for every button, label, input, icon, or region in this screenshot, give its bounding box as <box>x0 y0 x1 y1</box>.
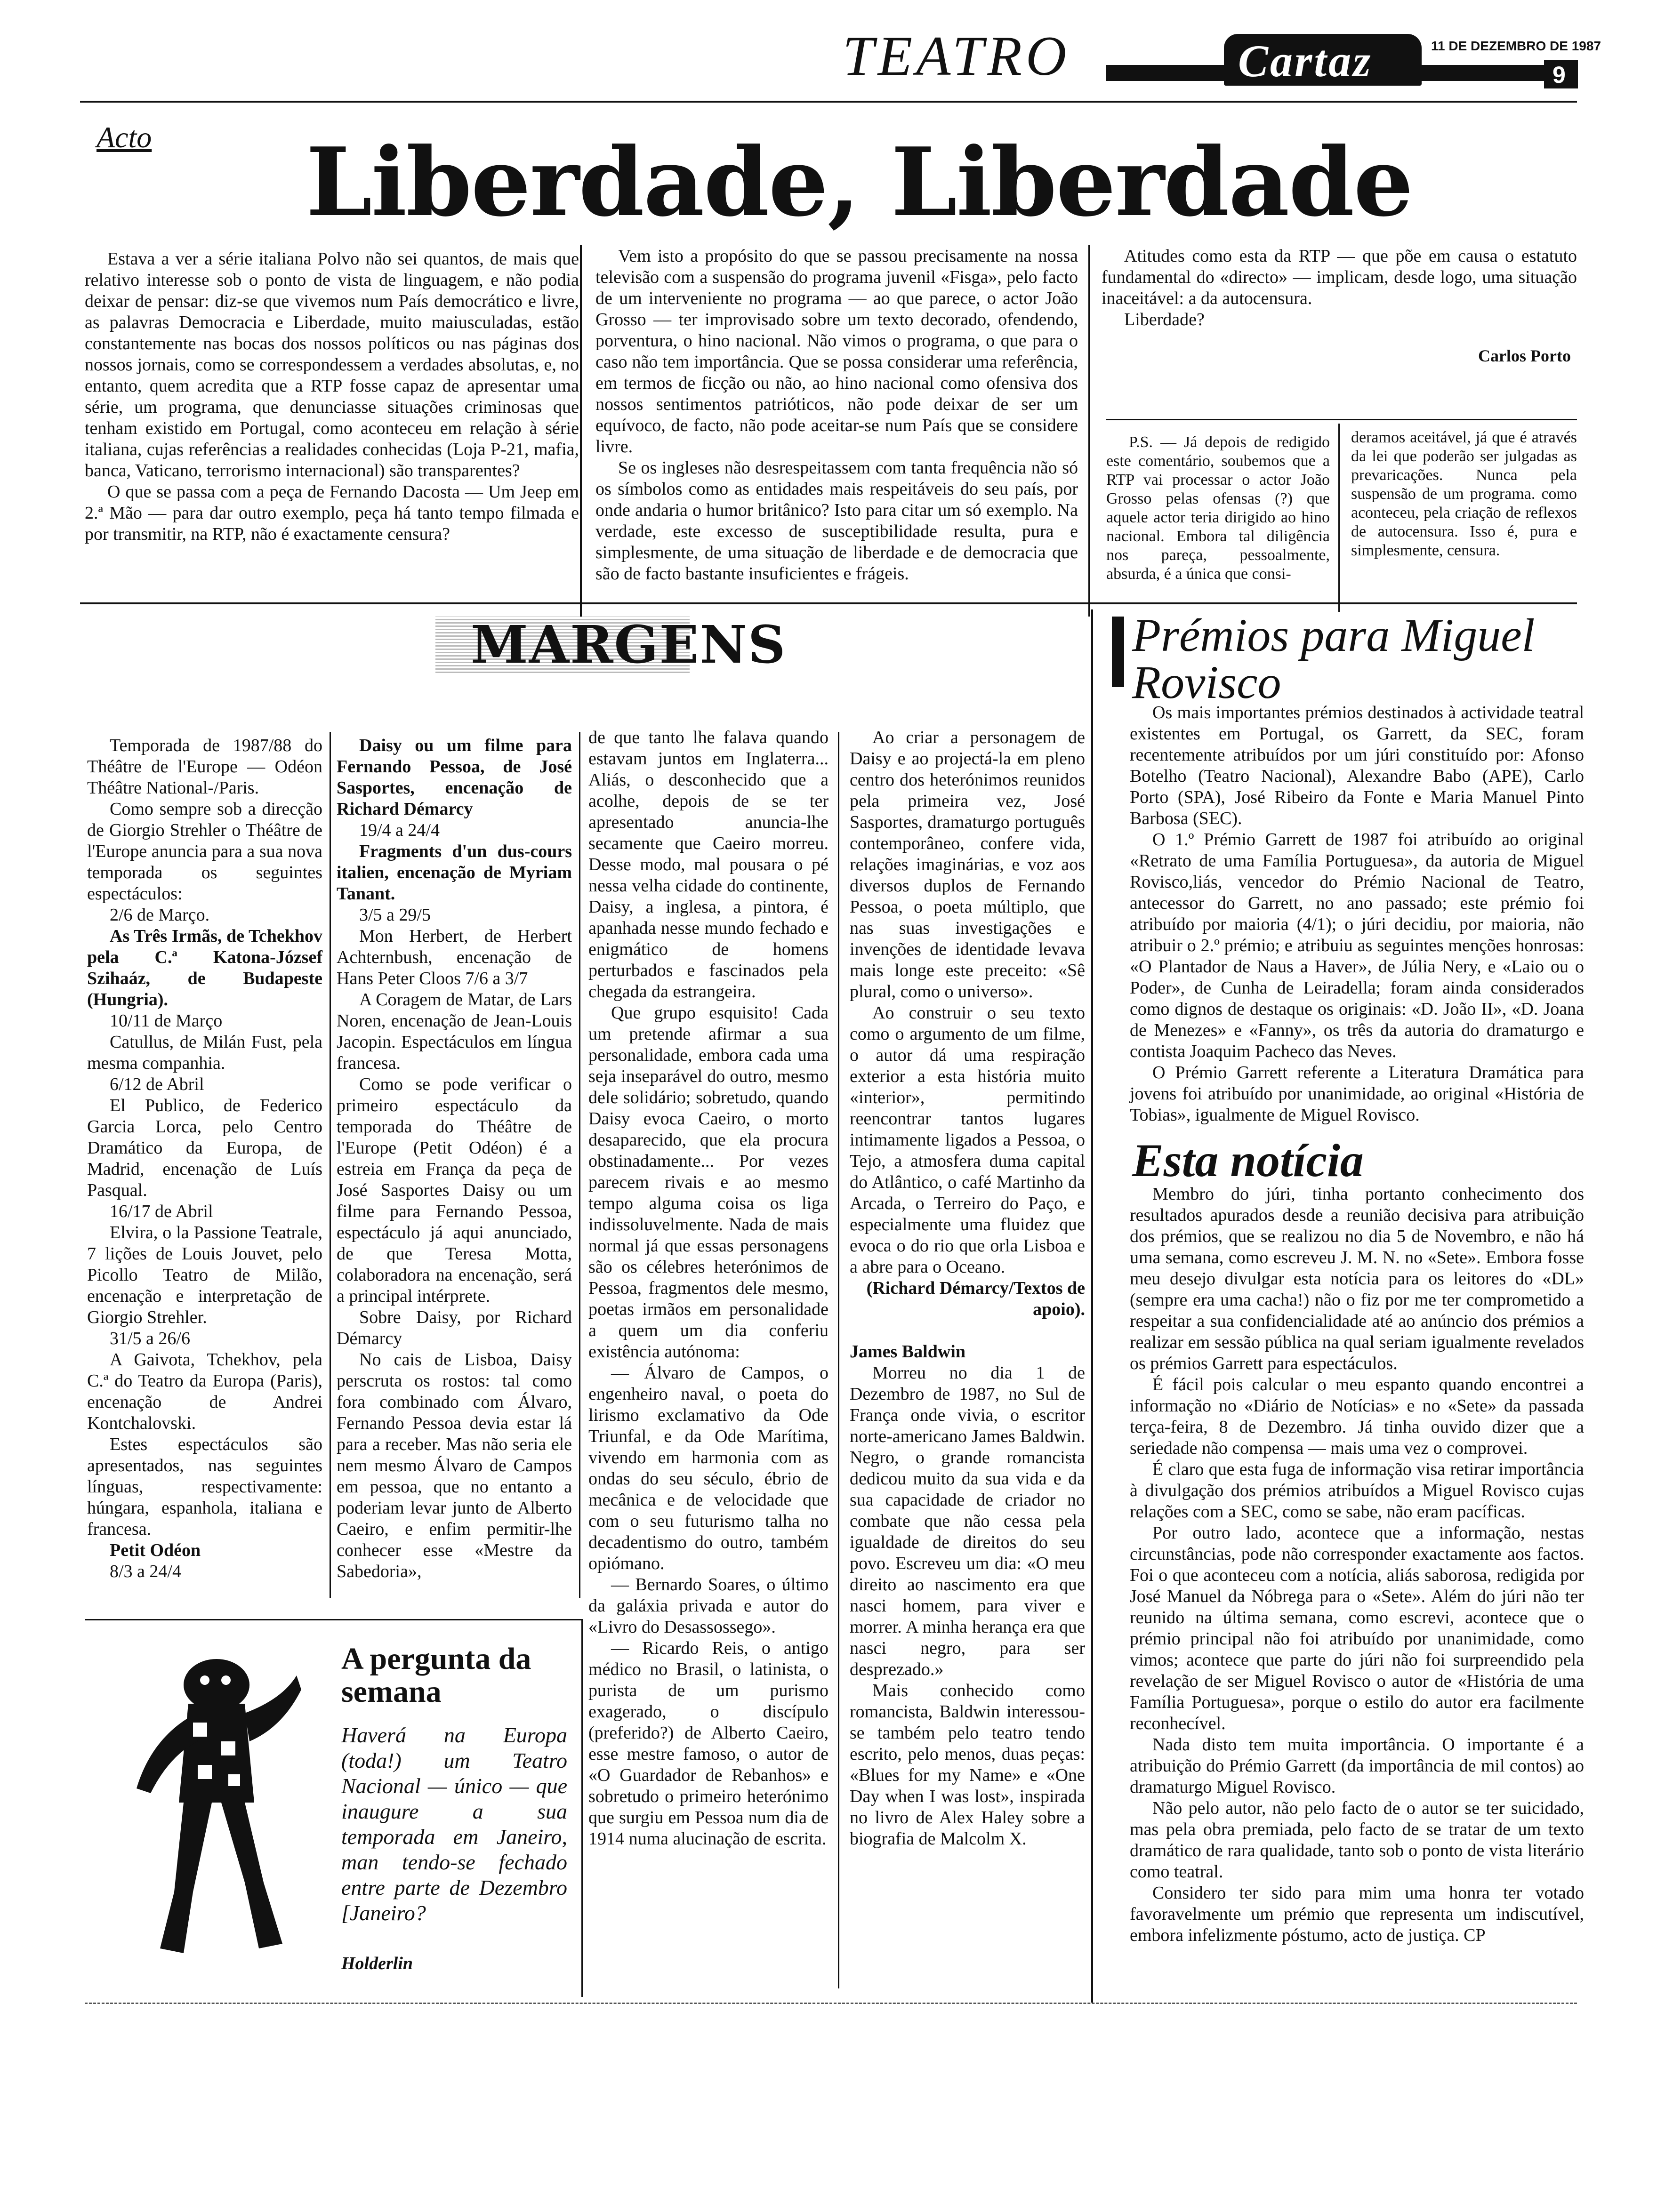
paragraph: Como se pode verificar o primeiro espectáculo da temporada do Théâtre de l'Europe (Petit Odéon) é a estreia em França da peça de José Sasportes Daisy ou um filme para Fernando Pessoa, espectáculo já aqui anunciado, de que Teresa Motta, colaboradora na encenação, será a principal intérprete. <box>337 1074 572 1306</box>
paragraph: Não pelo autor, não pelo facto de o autor se ter suicidado, mas pela obra premiada, pelo facto de se tratar de um texto dramático de rara qualidade, tanto sob o ponto de vista literário como teatral. <box>1130 1798 1584 1882</box>
header-rule <box>80 101 1577 103</box>
date-line: 31/5 a 26/6 <box>110 1329 190 1348</box>
date-line: 6/12 de Abril <box>110 1074 204 1094</box>
ps-rule <box>1106 419 1577 420</box>
date-line: 16/17 de Abril <box>110 1202 213 1221</box>
paragraph: Membro do júri, tinha portanto conhecimento dos resultados apurados desde a reunião decisiva para atribuição dos prémios, que se realizou no dia 5 de Novembro, e não há uma semana, como escreveu J. M. N. no «Sete». Embora fosse meu desejo divulgar esta notícia para os leitores do «DL» (sempre era uma cacha!) não o fiz por me ter comprometido a respeitar a sua confidencialidade até ao anúncio dos prémios a realizar em sessão pública na qual seriam igualmente revelados os prémios Garrett para espectáculos. <box>1130 1184 1584 1373</box>
ps-column-right <box>1351 428 1577 560</box>
ps-text: P.S. — Já depois de redigido este comentário, soubemos que a RTP vai processar o actor João Grosso pelas ofensas (?) que aquele actor teria dirigido ao hino nacional. Embora tal diligência nos pareça, pessoalmente, absurda, é a única que consi- <box>1106 433 1330 583</box>
paragraph: Estes espectáculos são apresentados, nas seguintes línguas, respectivamente: húngara, espanhola, italiana e francesa. <box>87 1435 322 1539</box>
acto-column-1 <box>85 248 579 545</box>
paragraph: — Ricardo Reis, o antigo médico no Brasil, o latinista, o purista de um purismo exagerado, o discípulo (preferido?) de Alberto Caeiro, esse mestre famoso, o autor de «O Guardador de Rebanhos» e sobretudo o primeiro heterónimo que surgiu em Pessoa num dia de 1914 numa alucinação de escrita. <box>588 1638 828 1849</box>
column-rule <box>838 732 839 1988</box>
paragraph: Estava a ver a série italiana Polvo não sei quantos, de mais que relativo interesse sob o ponto de vista de linguagem, e não podia deixar de pensar: diz-se que vivemos num País democrático e livre, as palavras Democracia e Liberdade, muito maiusculadas, estão constantemente nas bocas dos nossos políticos ou nas páginas dos nossos jornais, como se correspondessem a verdades absolutas, e, no entanto, quem acredita que a RTP fosse capaz de apresentar uma série, um programa, que denunciasse situações criminosas que tenham existido em Portugal, como aconteceu em relação à série italiana, cujas referências a realidades conhecidas (Loja P-21, mafia, banca, Vaticano, terrorismo internacional) são transparentes? <box>85 249 579 481</box>
paragraph: As Três Irmãs, de Tchekhov pela C.ª Katona-József Szihaáz, de Budapeste (Hungria). <box>87 926 322 1010</box>
paragraph: Atitudes como esta da RTP — que põe em causa o estatuto fundamental do «directo» — implicam, desde logo, uma situação inaceitável: a da autocensura. <box>1102 246 1577 308</box>
date-line: 8/3 a 24/4 <box>110 1562 181 1581</box>
paragraph: Considero ter sido para mim uma honra ter votado favoravelmente um prémio que representa um indiscutível, embora infelizmente póstumo, acto de justiça. CP <box>1130 1883 1584 1945</box>
paragraph: Liberdade? <box>1124 310 1205 329</box>
paragraph: É claro que esta fuga de informação visa retirar importância à divulgação dos prémios atribuídos a Miguel Rovisco cujas relações com a SEC, como se sabe, não eram pacíficas. <box>1130 1459 1584 1522</box>
paragraph: Daisy ou um filme para Fernando Pessoa, de José Sasportes, encenação de Richard Démarcy <box>337 736 572 819</box>
paragraph: Mon Herbert, de Herbert Achternbush, encenação de Hans Peter Cloos 7/6 a 3/7 <box>337 926 572 988</box>
premios-body <box>1130 702 1584 1126</box>
paragraph: Elvira, o la Passione Teatrale, 7 lições de Louis Jouvet, pelo Picollo Teatro de Milão, encenação e interpretação de Giorgio Strehler. <box>87 1223 322 1327</box>
paragraph: No cais de Lisboa, Daisy perscruta os rostos: tal como fora combinado com Álvaro, Fernando Pessoa devia estar lá para a receber. Mas não seria ele nem mesmo Álvaro de Campos em pessoa, que no entanto a poderiam levar junto de Alberto Caeiro, e enfim permitir-lhe conhecer esse «Mestre da Sabedoria», <box>337 1350 572 1581</box>
issue-date: 11 DE DEZEMBRO DE 1987 <box>1431 39 1601 53</box>
margens-column-3 <box>588 727 828 1850</box>
paragraph: de que tanto lhe falava quando estavam juntos em Inglaterra... Aliás, o desconhecido que a acolhe, depois de se ter apresentado anuncia-lhe secamente que Caeiro morreu. Desse modo, mal pousara o pé nessa velha cidade do continente, Daisy, a inglesa, a pintora, é apanhada nesse mundo fechado e enigmático de homens perturbados e fascinados pela chegada da estrangeira. <box>588 728 828 1002</box>
ps-text: deramos aceitável, já que é através da lei que poderão ser julgadas as prevaricações. Nunca pela suspensão de um programa. como aconteceu, pela criação de reflexos de autocensura. Isso é, pura e simplesmente, censura. <box>1351 429 1577 559</box>
date-line: 19/4 a 24/4 <box>359 820 440 840</box>
paragraph: Fragments d'un dus-cours italien, encenação de Myriam Tanant. <box>337 842 572 904</box>
paragraph: El Publico, de Federico Garcia Lorca, pelo Centro Dramático da Europa, de Madrid, encenação de Luís Pasqual. <box>87 1096 322 1200</box>
paragraph: Sobre Daisy, por Richard Démarcy <box>337 1307 572 1348</box>
date-line: 3/5 a 29/5 <box>359 905 431 925</box>
paragraph: Vem isto a propósito do que se passou precisamente na nossa televisão com a suspensão do programa juvenil «Fisga», pelo facto de um interveniente no programa — ao que parece, o actor João Grosso — ter improvisado sobre um texto decorado, ofendendo, porventura, o hino nacional. Não vimos o programa, o que para o caso não tem importância. Que se possa considerar uma referência, em termos de ficção ou não, ao hino nacional como ofensiva dos nossos sentimentos patrióticos, não pode deixar de ser um equívoco, de facto, não pode aceitar-se num País que se considere livre. <box>595 246 1078 457</box>
paragraph: Morreu no dia 1 de Dezembro de 1987, no Sul de França onde vivia, o escritor norte-americano James Baldwin. Negro, o grande romancista dedicou muito da sua vida e da sua capacidade de criador no combate que não cessa pela igualdade de direitos do seu povo. Escreveu um dia: «O meu direito ao nascimento era que nasci homem, para viver e morrer. A minha herança era que nasci negro, para ser desprezado.» <box>850 1363 1085 1679</box>
pergunta-title: A pergunta da semana <box>341 1642 531 1709</box>
bottom-cut-line <box>85 2003 1577 2004</box>
paragraph: O 1.º Prémio Garrett de 1987 foi atribuído ao original «Retrato de uma Família Portuguesa», da autoria de Miguel Rovisco,liás, vencedor do Prémio Nacional de Teatro, antecessor do Garrett, no ano passado; este prémio foi atribuído por maioria (4/1); o júri decidiu, por maioria, não atribuir o 2.º prémio; e atribuiu as seguintes menções honrosas: «O Plantador de Naus a Haver», de Júlia Nery, e «Laio ou o Poder», de Cunha de Leiradella; foram ainda considerados como dignos de destaque os originais: «D. João II», «D. Joana de Menezes» e «Fanny», os três da autoria do dramaturgo e contista Joaquim Pacheco das Neves. <box>1130 830 1584 1061</box>
jester-figure-illustration <box>104 1647 301 1977</box>
brand-logo <box>1224 34 1422 86</box>
margens-column-4 <box>850 727 1085 1850</box>
margens-column-2 <box>337 735 572 1582</box>
paragraph: Nada disto tem muita importância. O importante é a atribuição do Prémio Garrett (da importância de mil contos) ao dramaturgo Miguel Rovisco. <box>1130 1735 1584 1797</box>
paragraph: Mais conhecido como romancista, Baldwin interessou-se também pelo teatro tendo escrito, pelo menos, duas peças: «Blues for my Name» e «One Day when I was lost», inspirada no livro de Alex Haley sobre a biografia de Malcolm X. <box>850 1681 1085 1849</box>
paragraph: A Gaivota, Tchekhov, pela C.ª do Teatro da Europa (Paris), encenação de Andrei Kontchalovski. <box>87 1350 322 1433</box>
paragraph: Os mais importantes prémios destinados à actividade teatral existentes em Portugal, os Garrett, da SEC, foram recentemente atribuídos por um júri constituído por: Afonso Botelho (Teatro Nacional), Alexandre Babo (APE), Carlo Porto (SPA), José Ribeiro da Fonte e Maria Manuel Pinto Barbosa (SEC). <box>1130 703 1584 828</box>
column-rule <box>579 732 580 1598</box>
paragraph: A Coragem de Matar, de Lars Noren, encenação de Jean-Louis Jacopin. Espectáculos em língua francesa. <box>337 990 572 1073</box>
margens-title: MARGENS <box>471 614 787 675</box>
column-rule <box>1338 424 1340 612</box>
section-rule <box>80 602 1577 604</box>
column-rule <box>330 732 331 1598</box>
headline: Liberdade, Liberdade <box>306 127 1413 238</box>
page-number: 9 <box>1552 62 1566 88</box>
paragraph: Temporada de 1987/88 do Théâtre de l'Europe — Odéon Théâtre National-/Paris. <box>87 736 322 798</box>
acto-column-3 <box>1102 246 1577 330</box>
date-line: 10/11 de Março <box>110 1011 223 1031</box>
section-title: TEATRO <box>843 24 1070 87</box>
column-rule <box>1088 245 1090 617</box>
credit-line: (Richard Démarcy/Textos de apoio). <box>866 1278 1085 1319</box>
acto-column-2 <box>595 246 1078 585</box>
margens-column-1 <box>87 735 322 1582</box>
kicker: Acto <box>97 120 152 154</box>
esta-noticia-title: Esta notícia <box>1132 1134 1364 1186</box>
column-rule <box>580 245 582 617</box>
paragraph: Ao criar a personagem de Daisy e ao projectá-la em pleno centro dos heterónimos reunidos pela primeira vez, José Sasportes, dramaturgo português contemporâneo, confere vida, relações imaginárias, e voz aos diversos duplos de Fernando Pessoa, o poeta múltiplo, que nas suas investigações e invenções de identidade levava mais longe este preceito: «Sê plural, como o universo». <box>850 728 1085 1002</box>
paragraph: Por outro lado, acontece que a informação, nestas circunstâncias, pode não corresponder exactamente aos factos. Foi o que aconteceu com a notícia, aliás saborosa, redigida por José Manuel da Nóbrega para o «Sete». Além do júri não ter reunido na última semana, como escrevi, acontece que o prémio principal não foi atribuído por unanimidade, como vimos; acontece que parte do júri não foi surpreendido pela revelação de ser Miguel Rovisco o autor de «História de uma Família Portuguesa», porque o estilo do autor era facilmente reconhecível. <box>1130 1523 1584 1733</box>
venue-line: Petit Odéon <box>110 1540 201 1560</box>
pergunta-author: Holderlin <box>341 1954 413 1973</box>
column-rule <box>1091 609 1093 2003</box>
subhead: James Baldwin <box>850 1342 965 1362</box>
premios-marker-bar <box>1112 617 1124 687</box>
paragraph: Como sempre sob a direcção de Giorgio Strehler o Théâtre de l'Europe anuncia para a sua nova temporada os seguintes espectáculos: <box>87 799 322 904</box>
paragraph: Catullus, de Milán Fust, pela mesma companhia. <box>87 1032 322 1073</box>
date-line: 2/6 de Março. <box>110 905 210 925</box>
paragraph: É fácil pois calcular o meu espanto quando encontrei a informação no «Diário de Notícias» e no «Sete» da passada terça-feira, 8 de Dezembro. Já tinha ouvido dizer que a seriedade não compensa — mais uma vez o comprovei. <box>1130 1375 1584 1458</box>
paragraph: — Bernardo Soares, o último da galáxia privada e autor do «Livro do Desassossego». <box>588 1575 828 1637</box>
pergunta-text: Haverá na Europa (toda!) um Teatro Nacional — único — que inaugure a sua temporada em Janeiro, man tendo-se fechado entre parte de Dezembro [Janeiro? <box>341 1723 567 1925</box>
ps-column-left <box>1106 433 1330 584</box>
premios-title: Prémios para Miguel Rovisco <box>1132 609 1535 708</box>
paragraph: Se os ingleses não desrespeitassem com tanta frequência não só os símbolos como as entidades mais respeitáveis do seu país, por onde andaria o humor britânico? Isto para citar um só exemplo. Na verdade, este excesso de susceptibilidade resulta, pura e simplesmente, de uma situação de liberdade e de democracia que são de facto bastante insuficientes e frágeis. <box>595 458 1078 584</box>
esta-noticia-body <box>1130 1184 1584 1946</box>
paragraph: — Álvaro de Campos, o engenheiro naval, o poeta do lirismo exclamativo da Ode Triunfal, e da Ode Marítima, vivendo em harmonia com as ondas do seu século, ébrio de mecânica e de velocidade que com o seu futurismo talha no decadentismo do outro, também opiómano. <box>588 1363 828 1573</box>
brand-logo-text: Cartaz <box>1238 36 1373 86</box>
paragraph: O que se passa com a peça de Fernando Dacosta — Um Jeep em 2.ª Mão — para dar outro exemplo, peça há tanto tempo filmada e por transmitir, na RTP, não é exactamente censura? <box>85 482 579 544</box>
paragraph: Que grupo esquisito! Cada um pretende afirmar a sua personalidade, embora cada uma seja inseparável do outro, mesmo dele solidário; sobretudo, quando Daisy evoca Caeiro, o morto desaparecido, que ela procura obstinadamente... Por vezes parecem rivais e ao mesmo tempo alguma coisa os liga indissoluvelmente. Nada de mais normal já que essas personagens são os célebres heterónimos de Pessoa, fragmentos dele mesmo, poetas irmãos em personalidade a quem um dia conferiu existência autónoma: <box>588 1003 828 1362</box>
author-byline: Carlos Porto <box>1478 346 1571 365</box>
paragraph: O Prémio Garrett referente a Literatura Dramática para jovens foi atribuído por unanimidade, ao original «História de Tobias», igualmente de Miguel Rovisco. <box>1130 1063 1584 1125</box>
paragraph: Ao construir o seu texto como o argumento de um filme, o autor dá uma respiração exterior a esta história muito «interior», permitindo reencontrar tantos lugares intimamente ligados a Pessoa, o Tejo, a atmosfera duma capital do Atlântico, o café Martinho da Arcada, o Terreiro do Paço, e especialmente uma fluidez que evoca o do rio que orla Lisboa e a abre para o Oceano. <box>850 1003 1085 1277</box>
page-number-box <box>1544 60 1578 88</box>
